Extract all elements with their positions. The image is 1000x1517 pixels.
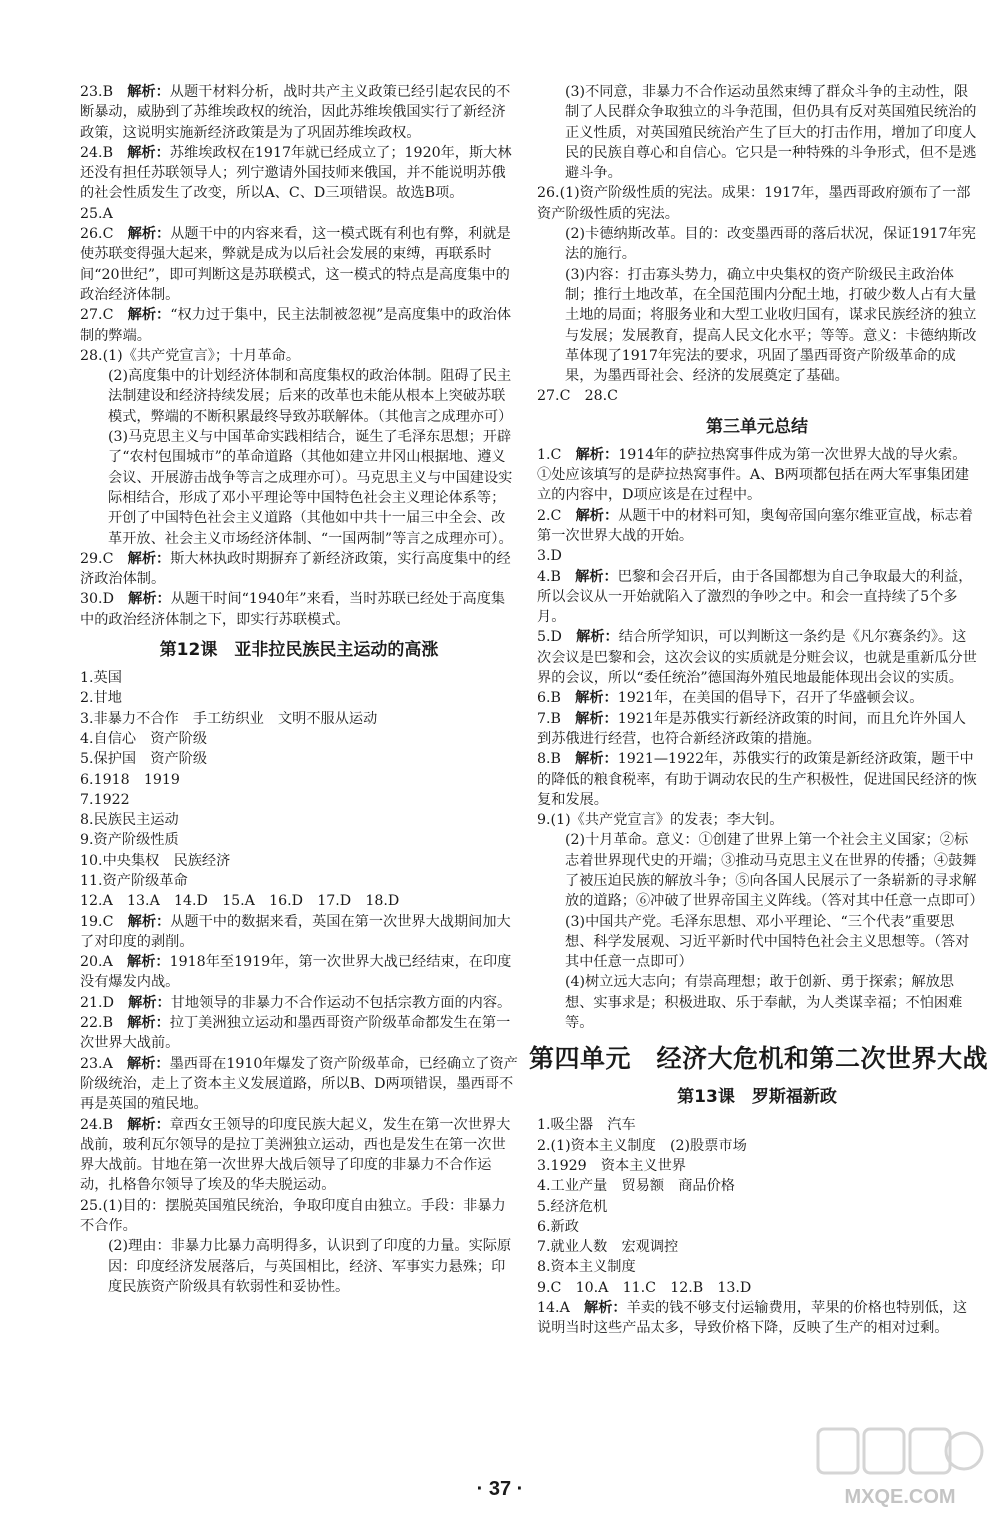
answer-item [80,851,518,871]
answer-number: 28.(1) [80,347,123,364]
answer-item [80,1054,518,1115]
analysis-label: 解析： [575,568,618,585]
unit-4-title: 第四单元 经济大危机和第二次世界大战 [529,1044,989,1074]
unit-3-summary-answers [537,445,984,1034]
answer-text: 从题干中的数据来看，英国在第一次世界大战期间加大了对印度的剥削。 [80,913,511,950]
answer-number: 6. [80,771,94,788]
analysis-label: 解析： [127,550,171,567]
left-column [80,82,518,1297]
unit-3-summary-title: 第三单元总结 [706,416,808,437]
answer-item [80,224,518,305]
analysis-label: 解析： [128,994,171,1011]
answer-text: “权力过于集中，民主法制被忽视”是高度集中的政治体制的弊端。 [80,307,512,344]
answer-text: 经济危机 [550,1198,608,1215]
left-answers [80,82,518,630]
analysis-label: 解析： [127,84,170,100]
answer-item [80,993,518,1013]
answer-number: 26.C [80,226,114,243]
answer-number: 24.B [80,144,113,161]
answer-number: 1. [537,1117,551,1134]
answer-number: 7. [537,1239,551,1256]
answer-number: 3. [80,710,94,727]
answer-text: 1929 资本主义世界 [550,1157,686,1174]
answer-text: 斯大林执政时期摒弃了新经济政策，实行高度集中的经济政治体制。 [80,550,511,588]
analysis-label: 解析： [576,629,619,646]
answer-number: 1. [80,670,94,687]
answer-item [537,1257,977,1277]
answer-number: 24.B [80,1116,113,1133]
answer-number: 25.A [80,205,113,222]
answer-number: 25.(1) [80,1197,123,1214]
answer-number: 23.B [80,84,113,100]
answer-text: 从题干材料分析，战时共产主义政策已经引起农民的不断暴动，威胁到了苏维埃政权的统治，因此苏维埃俄国实行了新经济政策，这说明实施新经济政策是为了巩固苏维埃政权。 [80,84,511,141]
answer-item [537,749,977,810]
answer-text: 1921年是苏俄实行新经济政策的时间，而且允许外国人到苏俄进行经营，也符合新经济政策的措施。 [537,710,966,747]
answer-number: 5. [80,751,94,768]
answer-item [537,1278,977,1298]
answer-text: (3)内容：打击寡头势力，确立中央集权的资产阶级民主政治体制；推行土地改革，在全国范围内分配土地，打破少数人占有大量土地的局面；将服务业和大型工业收归国有，谋求民族经济的独立与发展；发展教育，提高人民文化水平；等等。意义：卡德纳斯改革体现了1917年宪法的要求，巩固了墨西哥资产阶级革命的成果，为墨西哥社会、经济的发展奠定了基础。 [565,266,977,385]
answer-item [537,224,977,265]
answer-text: 工业产量 贸易额 商品价格 [550,1178,735,1195]
answer-number: 9.(1) [537,812,571,829]
page-number: · 37 · [476,1478,524,1500]
answer-number: 6. [537,1218,551,1235]
answer-item [80,1236,518,1297]
answer-number: 10. [80,852,103,869]
answer-number: 8.B [537,751,561,768]
answer-number: 22.B [80,1015,113,1032]
answer-text: (3)不同意，非暴力不合作运动虽然束缚了群众斗争的主动性，限制了人民群众争取独立的斗争范围，但仍具有反对英国殖民统治的正义性质，对英国殖民统治产生了巨大的打击作用，增加了印度人民的民族自尊心和自信心。它只是一种特殊的斗争形式，但不是逃避斗争。 [565,84,977,182]
analysis-label: 解析： [575,690,618,707]
answer-number: 27.C [537,388,571,405]
answer-text: 《共产党宣言》的发表；李大钊。 [570,812,784,829]
answer-text: 目的：摆脱英国殖民统治，争取印度自由独立。手段：非暴力不合作。 [80,1197,506,1235]
answer-text: 1918 1919 [93,771,180,788]
answer-number: 9. [80,832,94,849]
answer-item [80,305,518,346]
answer-number: 2.C [537,507,562,524]
answer-number: 4. [80,730,94,747]
answer-number: 14.A [537,1300,570,1317]
answer-item [537,627,977,688]
answer-number: 4. [537,1178,551,1195]
answer-item [537,1176,977,1196]
answer-number: 8. [537,1259,551,1276]
answer-number: 27.C [80,307,114,324]
analysis-label: 解析： [127,954,170,971]
answer-item [80,589,518,630]
answer-item [537,1115,977,1135]
answer-item [537,183,977,224]
answer-item [537,82,977,183]
answer-text: 章西女王领导的印度民族大起义，发生在第一次世界大战前，玻利瓦尔领导的是拉丁美洲独立运动，西也是发生在第一次世界大战前。甘地在第一次世界大战后领导了印度的非暴力不合作运动，扎格鲁尔领导了埃及的华夫脱运动。 [80,1116,511,1194]
answer-number: 29.C [80,550,114,567]
answer-number: 7.B [537,710,561,727]
answer-item [80,891,518,911]
answer-item [537,506,977,547]
analysis-label: 解析： [584,1300,627,1317]
right-column [529,82,989,1339]
analysis-label: 解析： [575,710,618,727]
answer-number: 20.A [80,954,113,971]
answer-item [537,810,977,830]
answer-number: 8. [80,812,94,829]
answer-number: 5.D [537,629,562,646]
answer-text: 从题干中的内容来看，这一模式既有利也有弊，利就是使苏联变得强大起来，弊就是成为以后社会发展的束缚，再联系时间“20世纪”，即可判断这是苏联模式，这一模式的特点是高度集中的政治经济体制。 [80,226,511,303]
answer-item [80,871,518,891]
answer-text: 1921—1922年，苏俄实行的政策是新经济政策，题干中的降低的粮食税率，有助于调动农民的生产积极性，促进国民经济的恢复和发展。 [537,751,977,808]
answer-text: 13.A 14.D 15.A 16.D 17.D 18.D [112,893,400,910]
answer-item [80,1196,518,1237]
answer-text: 甘地 [93,690,122,707]
analysis-label: 解析： [127,226,171,243]
answer-number: 21.D [80,994,114,1011]
analysis-label: 解析： [575,446,619,463]
answer-text: 巴黎和会召开后，由于各国都想为自己争取最大的利益，所以会议从一开始就陷入了激烈的争吵之中。和会一直持续了5个多月。 [537,568,973,626]
answer-item [80,810,518,830]
lesson-12-answers [80,668,518,1297]
answer-number: 11. [80,872,103,889]
answer-item [80,770,518,790]
answer-item [80,1115,518,1196]
answer-item [80,912,518,953]
answer-item [80,688,518,708]
answer-item [80,1013,518,1054]
answer-number: 4.B [537,568,561,585]
right-answers [537,82,977,407]
answer-text: 资本主义制度 [550,1259,636,1276]
answer-text: 保护国 资产阶级 [93,751,208,768]
answer-number: 3. [537,1157,551,1174]
answer-number: 2. [537,1137,551,1154]
answer-number: 2. [80,690,94,707]
answer-item [537,1197,977,1217]
answer-text: 苏维埃政权在1917年就已经成立了；1920年，斯大林还没有担任苏联领导人；列宁邀请外国技师来俄国，并不能说明苏俄的社会性质发生了改变，所以A、C、D三项错误。故选B项。 [80,144,512,202]
answer-item [80,427,518,549]
answer-text: 甘地领导的非暴力不合作运动不包括宗教方面的内容。 [170,994,512,1011]
answer-item [80,709,518,729]
answer-item [80,82,518,143]
answer-item [537,1217,977,1237]
answer-text: 资产阶级革命 [102,872,188,889]
answer-text: 28.C [570,388,619,405]
answer-text: 结合所学知识，可以判断这一条约是《凡尔赛条约》。这次会议是巴黎和会，这次会议的实质就是分赃会议，也就是重新瓜分世界的会议，所以“委任统治”德国海外殖民地最能体现出会议的实质。 [537,629,977,687]
answer-text: (2)卡德纳斯改革。目的：改变墨西哥的落后状况，保证1917年宪法的施行。 [565,226,976,263]
answer-number: 12.A [80,893,113,910]
answer-item [537,386,977,406]
answer-text: 10.A 11.C 12.B 13.D [561,1279,752,1296]
answer-number: 6.B [537,690,561,707]
answer-text: (4)树立远大志向；有崇高理想；敢于创新、勇于探索；解放思想、实事求是；积极进取、乐于奉献，为人类谋幸福；不怕困难等。 [565,974,963,1032]
answer-item [80,729,518,749]
answer-item [80,790,518,810]
answer-text: (2)理由：非暴力比暴力高明得多，认识到了印度的力量。实际原因：印度经济发展落后，与英国相比，经济、军事实力悬殊；印度民族资产阶级具有软弱性和妥协性。 [108,1238,512,1295]
analysis-label: 解析： [128,591,171,608]
analysis-label: 解析： [127,1116,170,1133]
answer-item [537,709,977,750]
answer-text: 新政 [550,1218,579,1235]
answer-text: 墨西哥在1910年爆发了资产阶级革命，已经确立了资产阶级统治，走上了资本主义发展道路，所以B、D两项错误，墨西哥不再是英国的殖民地。 [80,1055,518,1113]
answer-text: (3)马克思主义与中国革命实践相结合，诞生了毛泽东思想；开辟了“农村包围城市”的革命道路（其他如建立井冈山根据地、遵义会议、开展游击战争等言之成理亦可）。马克思主义与中国建设实际相结合，形成了邓小平理论等中国特色社会主义理论体系等；开创了中国特色社会主义道路（其他如中共十一届三中全会、改革开放、社会主义市场经济体制、“一国两制”等言之成理亦可）。 [108,429,513,547]
answer-number: 1.C [537,446,562,463]
analysis-label: 解析： [127,144,170,161]
answer-item [80,143,518,204]
answer-text: 1914年的萨拉热窝事件成为第一次世界大战的导火索。①处应该填写的是萨拉热窝事件。A、B两项都包括在两大军事集团建立的内容中，D项应该是在过程中。 [537,446,970,504]
answer-item [537,265,977,387]
answer-number: 30.D [80,591,114,608]
answer-number: 19.C [80,913,114,930]
analysis-label: 解析： [575,751,618,768]
answer-text: (2)十月革命。意义：①创建了世界上第一个社会主义国家；②标志着世界现代史的开端；③推动马克思主义在世界的传播；④鼓舞了被压迫民族的解放斗争；⑤向各国人民展示了一条崭新的寻求解放的道路；⑥冲破了世界帝国主义阵线。（答对其中任意一点即可） [565,832,984,910]
answer-item [537,546,977,566]
answer-text: 资产阶级性质 [93,832,179,849]
answer-item [80,346,518,366]
answer-item [537,688,977,708]
analysis-label: 解析： [127,1015,170,1032]
lesson-13-title: 第13课 罗斯福新政 [677,1087,837,1108]
answer-item [537,567,977,628]
answer-number: 3.D [537,548,562,565]
answer-text: (3)中国共产党。毛泽东思想、邓小平理论、“三个代表”重要思想、科学发展观、习近平新时代中国特色社会主义思想等。（答对其中任意一点即可） [565,913,970,971]
answer-number: 23.A [80,1055,113,1072]
answer-text: 就业人数 宏观调控 [550,1239,679,1256]
answer-text: 中央集权 民族经济 [102,852,231,869]
answer-text: 1918年至1919年，第一次世界大战已经结束，在印度没有爆发内战。 [80,954,512,991]
answer-number: 5. [537,1198,551,1215]
answer-text: 吸尘器 汽车 [550,1117,636,1134]
answer-item [80,952,518,993]
answer-number: 7. [80,791,94,808]
answer-item [537,830,984,911]
answer-text: 1922 [93,791,130,808]
lesson-12-title: 第12课 亚非拉民族民主运动的高涨 [159,640,439,661]
answer-number: 26.(1) [537,185,580,202]
answer-text: 拉丁美洲独立运动和墨西哥资产阶级革命都发生在第一次世界大战前。 [80,1015,511,1052]
answer-item [80,830,518,850]
answer-text: 《共产党宣言》；十月革命。 [122,347,301,364]
answer-item [80,668,518,688]
answer-item [80,204,518,224]
answer-text: 1921年，在美国的倡导下，召开了华盛顿会议。 [617,690,924,707]
answer-item [80,749,518,769]
watermark-logo [810,1423,990,1513]
answer-item [537,1237,977,1257]
answer-text: (1)资本主义制度 (2)股票市场 [550,1137,747,1154]
answer-number: 9.C [537,1279,562,1296]
analysis-label: 解析： [127,1055,170,1072]
answer-text: 资产阶级性质的宪法。成果：1917年，墨西哥政府颁布了一部资产阶级性质的宪法。 [537,185,971,222]
answer-item [537,912,977,973]
analysis-label: 解析： [127,913,171,930]
answer-item [537,1136,977,1156]
answer-text: 自信心 资产阶级 [93,730,208,747]
answer-text: 羊卖的钱不够支付运输费用，苹果的价格也特别低，这说明当时这些产品太多，导致价格下降，反映了生产的相对过剩。 [537,1300,968,1337]
answer-item [537,1156,977,1176]
answer-text: 英国 [93,670,122,687]
watermark-text: MXQE.COM [844,1486,956,1508]
answer-text: 从题干时间“1940年”来看，当时苏联已经处于高度集中的政治经济体制之下，即实行苏联模式。 [80,591,506,628]
answer-item [537,972,977,1033]
answer-item [537,1298,977,1339]
answer-item [80,549,518,590]
answer-text: 民族民主运动 [93,812,179,829]
page-number-value: 37 [488,1478,512,1500]
analysis-label: 解析： [575,507,619,524]
answer-item [537,445,977,506]
answer-text: 从题干中的材料可知，奥匈帝国向塞尔维亚宣战，标志着第一次世界大战的开始。 [537,507,973,544]
lesson-13-answers [537,1115,977,1338]
answer-item [80,366,518,427]
analysis-label: 解析： [127,307,171,324]
answer-text: (2)高度集中的计划经济体制和高度集权的政治体制。阻碍了民主法制建设和经济持续发展；后来的改革也未能从根本上突破苏联模式，弊端的不断积累最终导致苏联解体。（其他言之成理亦可） [108,368,513,425]
answer-text: 非暴力不合作 手工纺织业 文明不服从运动 [93,710,378,727]
